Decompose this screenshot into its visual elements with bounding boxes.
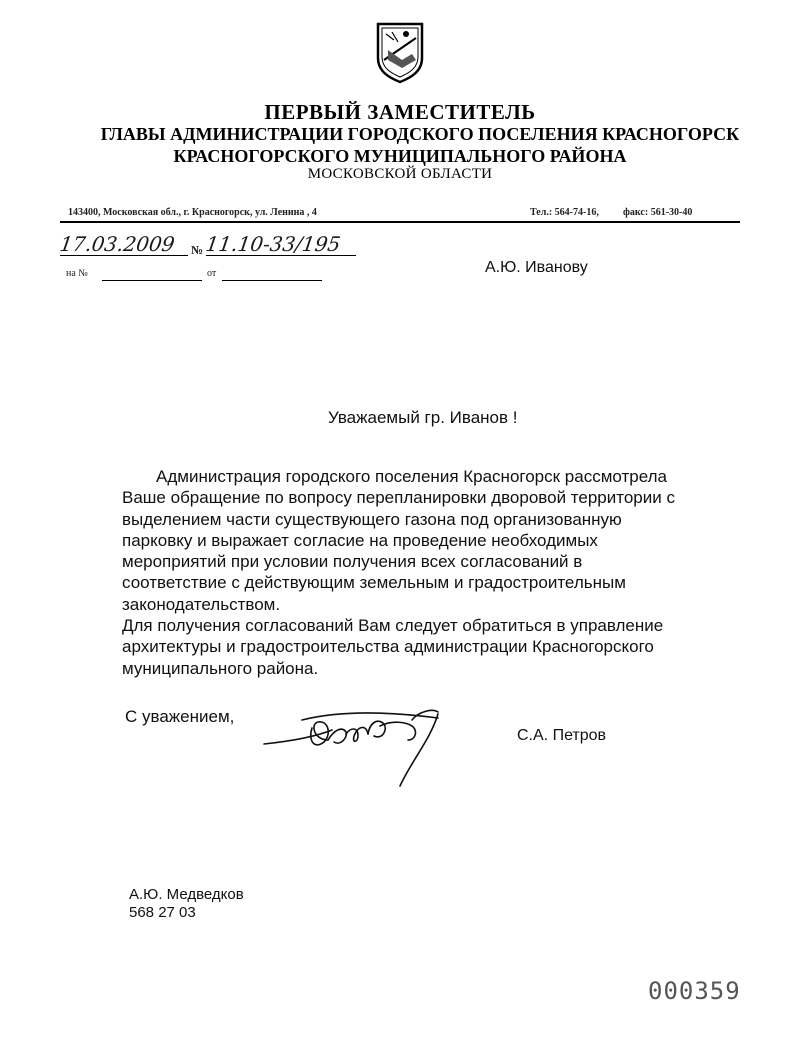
letter-body — [122, 466, 742, 679]
body-line: муниципального района. — [122, 658, 319, 678]
salutation: Уважаемый гр. Иванов ! — [328, 408, 518, 427]
body-line: Администрация городского поселения Красногорск рассмотрела — [156, 467, 667, 486]
body-line: архитектуры и градостроительства администрации Красногорского — [122, 637, 654, 657]
addressee: А.Ю. Иванову — [485, 259, 588, 276]
serial-number: 000359 — [648, 977, 741, 1005]
on-number-label: на № — [66, 268, 88, 279]
header-title: ПЕРВЫЙ ЗАМЕСТИТЕЛЬ — [264, 100, 536, 124]
from-label: от — [207, 268, 217, 279]
number-prefix: № — [191, 243, 204, 257]
body-line: Ваше обращение по вопросу перепланировки дворовой территории с — [122, 488, 675, 508]
address-text: 143400, Московская обл., г. Красногорск, ул. Ленина , 4 — [68, 207, 317, 218]
body-line: выделением части существующего газона под организованную — [122, 509, 622, 529]
number-underline — [206, 255, 356, 256]
on-number-underline — [102, 280, 202, 281]
from-underline — [222, 280, 322, 281]
header-district: КРАСНОГОРСКОГО МУНИЦИПАЛЬНОГО РАЙОНА — [173, 146, 627, 166]
phone-text: Тел.: 564-74-16, — [530, 207, 599, 218]
signatory-name: С.А. Петров — [517, 727, 607, 744]
document-date: 17.03.2009 — [58, 232, 177, 256]
header-rule — [60, 221, 740, 223]
closing: С уважением, — [125, 707, 235, 726]
body-line: законодательством. — [122, 594, 281, 614]
body-line: Для получения согласований Вам следует обратиться в управление — [122, 616, 664, 636]
body-line: соответствие с действующим земельным и градостроительным — [122, 573, 626, 593]
signature-image — [262, 700, 452, 790]
executor-phone: 568 27 03 — [129, 904, 196, 921]
body-line: парковку и выражает согласие на проведение необходимых — [122, 530, 598, 550]
date-underline — [60, 255, 188, 256]
header-subtitle: ГЛАВЫ АДМИНИСТРАЦИИ ГОРОДСКОГО ПОСЕЛЕНИЯ КРАСНОГОРСК — [100, 124, 740, 144]
header-region: МОСКОВСКОЙ ОБЛАСТИ — [307, 166, 493, 182]
fax-text: факс: 561-30-40 — [623, 207, 693, 218]
document-number: 11.10-33/195 — [204, 232, 343, 256]
body-line: мероприятий при условии получения всех согласований в — [122, 552, 583, 572]
executor-name: А.Ю. Медведков — [129, 886, 244, 903]
coat-of-arms-emblem — [372, 20, 428, 84]
